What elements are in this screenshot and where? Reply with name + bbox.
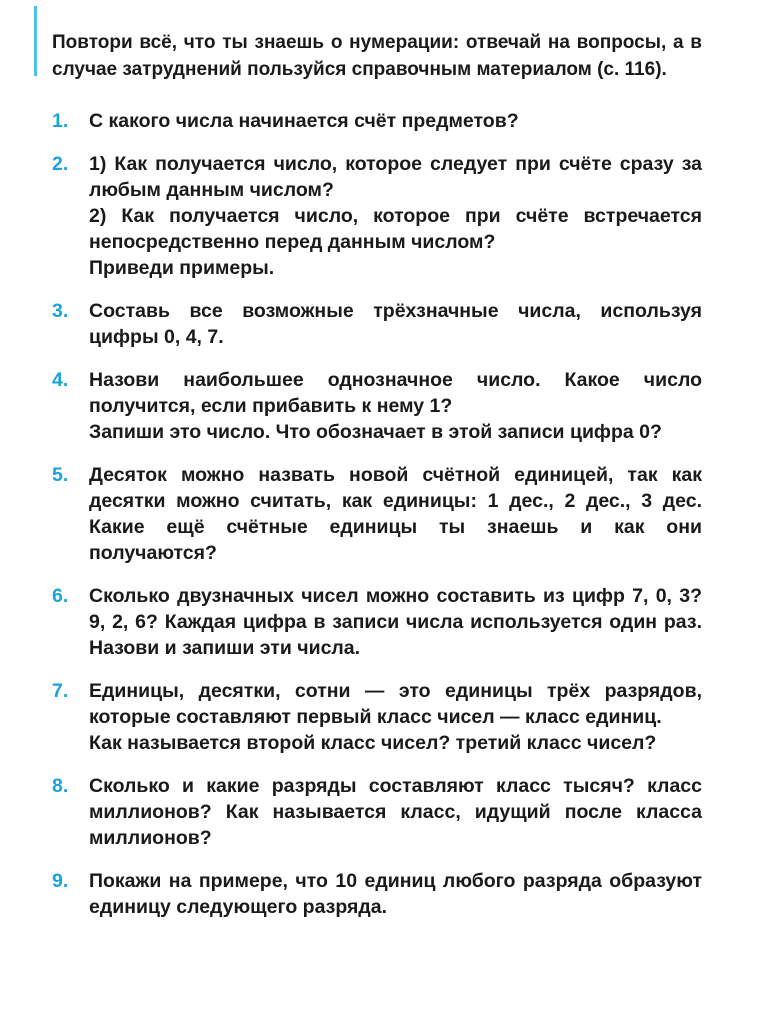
task-number: 8. <box>52 775 69 797</box>
intro-paragraph: Повтори всё, что ты знаешь о нумерации: отвечай на вопросы, а в случае затруднений пользуйся справочным материалом (с. 116). <box>52 32 702 80</box>
task-item <box>52 678 702 756</box>
task-text: С какого числа начинается счёт предметов? <box>89 110 519 132</box>
task-number: 3. <box>52 300 69 322</box>
task-number: 4. <box>52 369 69 391</box>
task-item <box>52 367 702 445</box>
task-number: 9. <box>52 870 69 892</box>
task-item <box>52 462 702 566</box>
task-text: Единицы, десятки, сотни — это единицы трёх разрядов, которые составляют первый класс чисел — класс единиц. Как называется второй класс чисел? третий класс чисел? <box>89 680 702 754</box>
task-text: Назови наибольшее однозначное число. Какое число получится, если прибавить к нему 1? Запиши это число. Что обозначает в этой записи цифра 0? <box>89 369 702 443</box>
task-item <box>52 108 702 134</box>
task-text: Сколько и какие разряды составляют класс тысяч? класс миллионов? Как называется класс, идущий после класса миллионов? <box>89 775 702 849</box>
task-text: Сколько двузначных чисел можно составить из цифр 7, 0, 3? 9, 2, 6? Каждая цифра в записи числа используется один раз. Назови и запиши эти числа. <box>89 585 702 659</box>
task-text: Десяток можно назвать новой счётной единицей, так как десятки можно считать, как единицы: 1 дес., 2 дес., 3 дес. Какие ещё счётные единицы ты знаешь и как они получаются? <box>89 464 702 564</box>
task-item <box>52 583 702 661</box>
task-item <box>52 151 702 281</box>
task-number: 6. <box>52 585 69 607</box>
task-number: 1. <box>52 110 69 132</box>
intro-accent-bar <box>34 6 37 76</box>
task-list <box>52 108 702 937</box>
task-item <box>52 773 702 851</box>
task-text: Составь все возможные трёхзначные числа, используя цифры 0, 4, 7. <box>89 300 702 348</box>
task-text: Покажи на примере, что 10 единиц любого разряда образуют единицу следующего разряда. <box>89 870 702 918</box>
task-number: 5. <box>52 464 69 486</box>
task-number: 7. <box>52 680 69 702</box>
task-number: 2. <box>52 153 69 175</box>
task-text: 1) Как получается число, которое следует при счёте сразу за любым данным числом? 2) Как получается число, которое при счёте встречается непосредственно перед данным числом? Приведи примеры. <box>89 153 702 279</box>
task-item <box>52 868 702 920</box>
task-item <box>52 298 702 350</box>
